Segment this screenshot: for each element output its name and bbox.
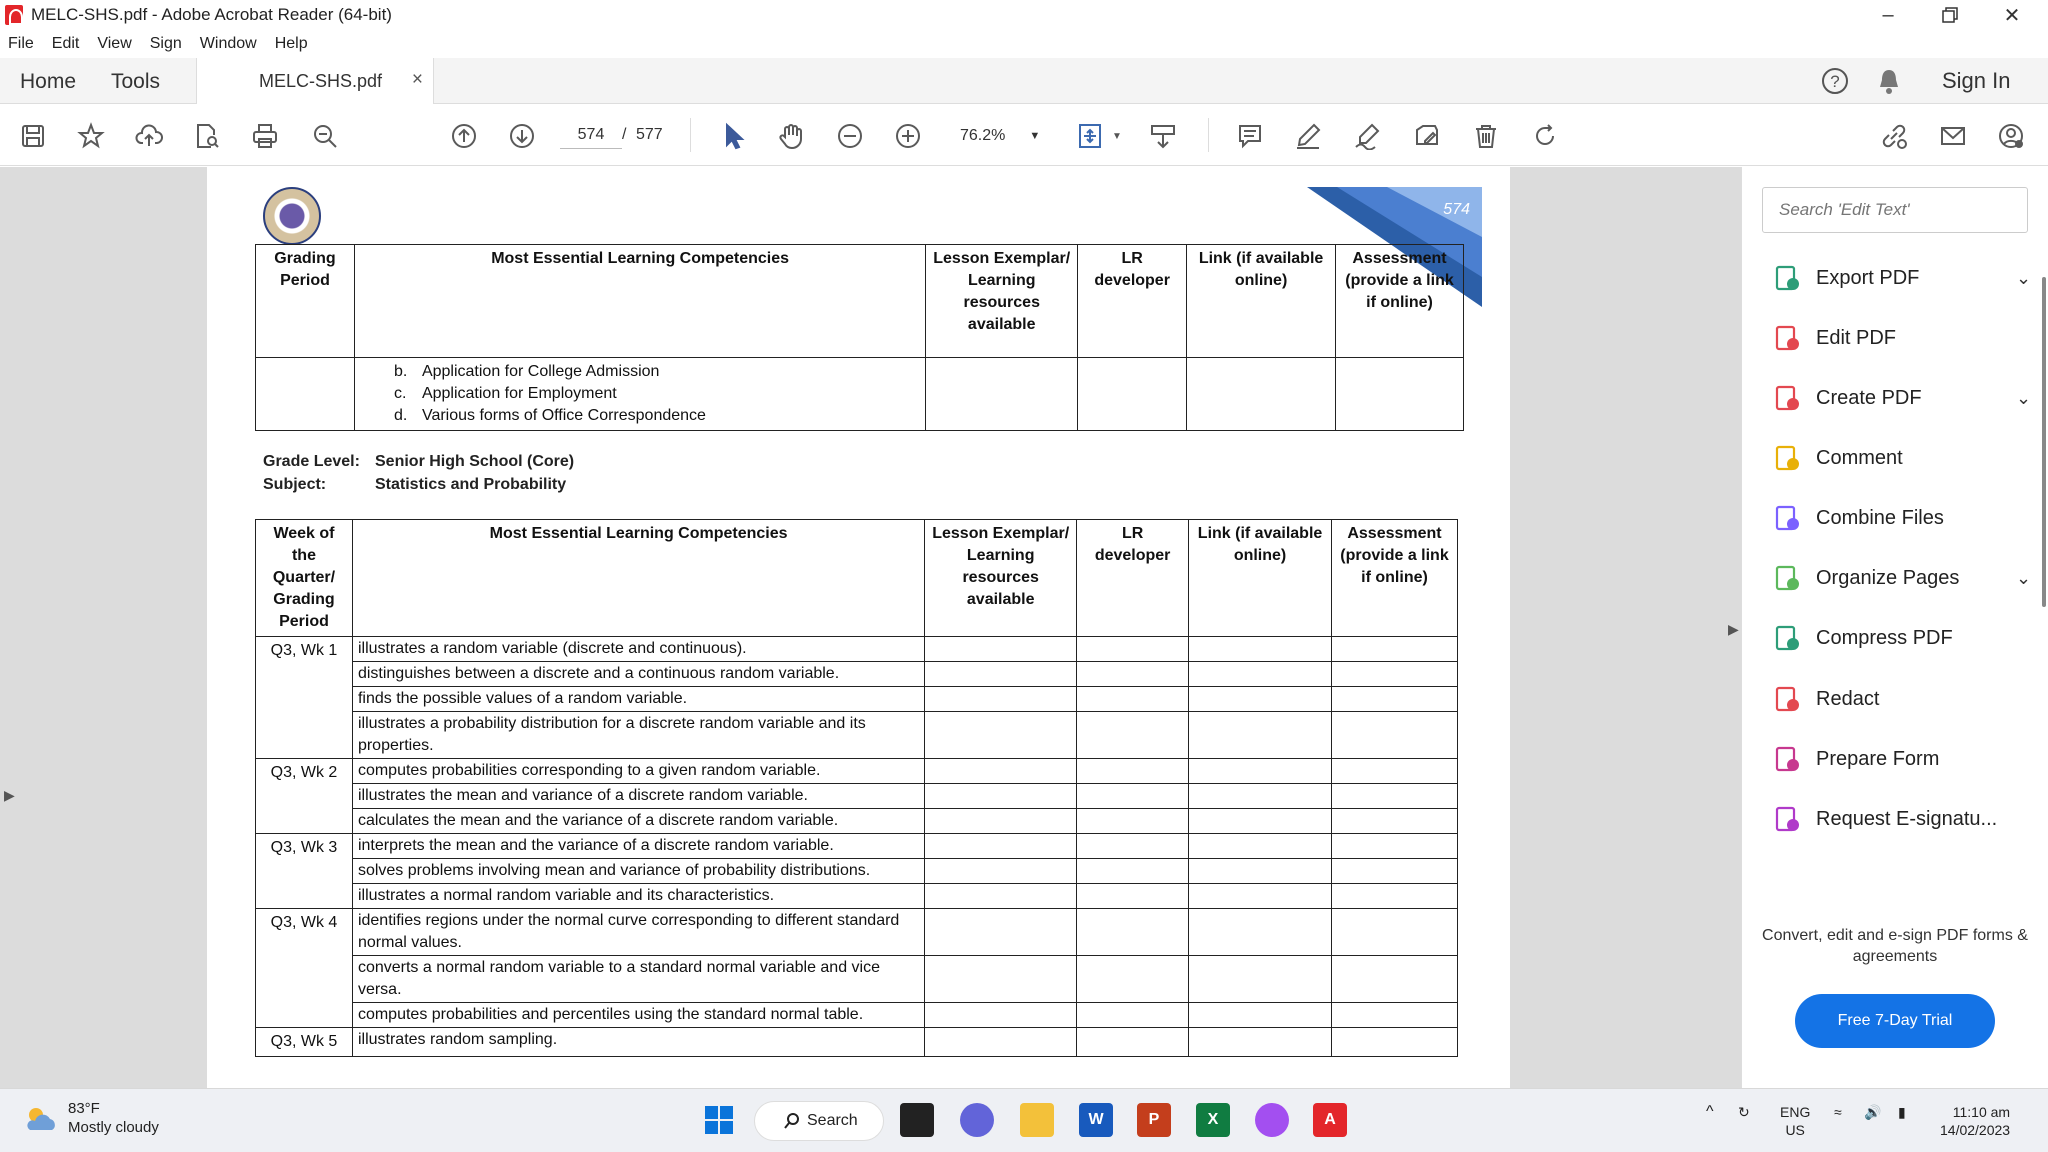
table-row xyxy=(256,909,1458,956)
tool-label: Export PDF xyxy=(1816,266,1920,289)
share-link-icon[interactable] xyxy=(1879,121,1909,151)
upload-cloud-icon[interactable] xyxy=(134,121,164,151)
week-cell: Q3, Wk 4 xyxy=(256,909,353,1028)
tool-export-pdf[interactable] xyxy=(1772,260,2032,296)
grade-subject-block xyxy=(263,450,574,496)
competency-cell: computes probabilities corresponding to a given random variable. xyxy=(352,759,924,784)
competency-cell: illustrates random sampling. xyxy=(352,1028,924,1057)
competency-cell: illustrates a normal random variable and its characteristics. xyxy=(352,884,924,909)
edit-text-icon[interactable] xyxy=(1412,121,1442,151)
organize-pages-icon xyxy=(1772,563,1802,593)
page-search-icon[interactable] xyxy=(192,121,222,151)
table-cell xyxy=(1189,884,1332,909)
search-icon xyxy=(783,1112,801,1130)
table-cell xyxy=(1331,637,1457,662)
table-cell xyxy=(1331,834,1457,859)
save-icon[interactable] xyxy=(18,121,48,151)
table-cell xyxy=(1077,956,1189,1003)
menu-bar xyxy=(0,30,2048,58)
table-cell xyxy=(256,358,355,431)
table-cell xyxy=(1077,759,1189,784)
table-cell xyxy=(1077,712,1189,759)
menu-view[interactable]: View xyxy=(97,35,132,52)
taskbar-search-label: Search xyxy=(807,1112,858,1129)
list-item: c. Application for Employment xyxy=(393,385,617,402)
volume-icon[interactable]: 🔊 xyxy=(1864,1104,1882,1120)
menu-edit[interactable]: Edit xyxy=(51,35,80,52)
table-row xyxy=(256,859,1458,884)
table-row xyxy=(256,1003,1458,1028)
prepare-form-icon xyxy=(1772,744,1802,774)
delete-trash-icon[interactable] xyxy=(1471,121,1501,151)
table-cell xyxy=(1189,712,1332,759)
table-row xyxy=(256,809,1458,834)
table-cell xyxy=(925,712,1077,759)
tray-overflow-chevron-icon[interactable]: ^ xyxy=(1706,1103,1714,1120)
restore-icon xyxy=(1942,7,1958,23)
table-cell xyxy=(1331,1028,1457,1057)
pdf-page xyxy=(207,167,1510,1088)
table-cell xyxy=(1189,637,1332,662)
compress-pdf-icon xyxy=(1772,623,1802,653)
table-row xyxy=(256,956,1458,1003)
table-cell xyxy=(1189,759,1332,784)
table-cell xyxy=(1077,662,1189,687)
tool-label: Organize Pages xyxy=(1816,566,1960,589)
week-cell: Q3, Wk 1 xyxy=(256,637,353,759)
competency-cell: illustrates a probability distribution for a discrete random variable and its properties. xyxy=(352,712,924,759)
competencies-table-top xyxy=(255,244,1464,431)
table-cell xyxy=(925,662,1077,687)
tab-tools[interactable]: Tools xyxy=(111,70,161,93)
tool-request-e-signatu[interactable] xyxy=(1772,801,1997,837)
tab-bar xyxy=(0,58,2048,104)
competency-cell: finds the possible values of a random variable. xyxy=(352,687,924,712)
table-row xyxy=(256,834,1458,859)
tab-document[interactable] xyxy=(196,58,434,104)
tool-label: Comment xyxy=(1816,446,1903,469)
table-header: Grading Period xyxy=(256,245,355,358)
weather-condition: Mostly cloudy xyxy=(68,1119,159,1136)
table-cell xyxy=(925,809,1077,834)
sync-icon[interactable]: ↻ xyxy=(1738,1104,1750,1120)
create-pdf-icon xyxy=(1772,383,1802,413)
export-pdf-icon xyxy=(1772,263,1802,293)
competency-cell: computes probabilities and percentiles using the standard normal table. xyxy=(352,1003,924,1028)
table-row xyxy=(256,712,1458,759)
request-e-signatu-icon xyxy=(1772,804,1802,834)
minimize-button[interactable]: – xyxy=(1882,3,1894,26)
rotate-icon[interactable] xyxy=(1530,121,1560,151)
temperature: 83°F xyxy=(68,1100,100,1117)
table-header: Week of the Quarter/ Grading Period xyxy=(256,520,353,637)
document-tab-name: MELC-SHS.pdf xyxy=(259,71,383,91)
acrobat-app-icon xyxy=(5,5,23,25)
hand-tool-icon[interactable] xyxy=(776,121,806,151)
table-cell xyxy=(925,759,1077,784)
tool-organize-pages[interactable] xyxy=(1772,560,2032,596)
taskbar-search[interactable] xyxy=(754,1101,884,1141)
zoom-out-icon[interactable] xyxy=(835,121,865,151)
table-cell xyxy=(925,909,1077,956)
tool-label: Compress PDF xyxy=(1816,626,1953,649)
week-cell: Q3, Wk 3 xyxy=(256,834,353,909)
table-cell xyxy=(925,637,1077,662)
table-header: Assessment (provide a link if online) xyxy=(1336,245,1464,358)
notifications-bell-icon[interactable] xyxy=(1876,58,1902,104)
competency-cell: identifies regions under the normal curve corresponding to different standard normal values. xyxy=(352,909,924,956)
redact-icon xyxy=(1772,684,1802,714)
table-cell xyxy=(1189,784,1332,809)
table-row xyxy=(256,759,1458,784)
document-viewport[interactable] xyxy=(0,167,1741,1088)
table-cell xyxy=(1331,956,1457,1003)
table-cell xyxy=(1336,358,1464,431)
menu-help[interactable]: Help xyxy=(274,35,308,52)
table-cell xyxy=(1189,662,1332,687)
competency-cell: illustrates a random variable (discrete and continuous). xyxy=(352,637,924,662)
word-icon[interactable]: W xyxy=(1079,1103,1113,1137)
select-cursor-icon[interactable] xyxy=(718,121,748,151)
table-row xyxy=(256,637,1458,662)
comment-icon[interactable] xyxy=(1235,121,1265,151)
table-cell xyxy=(1189,834,1332,859)
table-cell xyxy=(1331,1003,1457,1028)
table-header: Link (if available online) xyxy=(1187,245,1336,358)
grade-level-value: Senior High School (Core) xyxy=(375,453,575,470)
email-envelope-icon[interactable] xyxy=(1938,121,1968,151)
next-page-icon[interactable] xyxy=(507,121,537,151)
fit-options-chevron-icon[interactable]: ▼ xyxy=(1112,130,1122,142)
table-cell xyxy=(925,956,1077,1003)
deped-seal-logo xyxy=(263,187,321,245)
time: 11:10 am xyxy=(1952,1104,2011,1120)
table-row xyxy=(256,687,1458,712)
table-cell xyxy=(1077,834,1189,859)
week-cell: Q3, Wk 2 xyxy=(256,759,353,834)
competency-cell: illustrates the mean and variance of a discrete random variable. xyxy=(352,784,924,809)
tools-pane-scrollbar[interactable] xyxy=(2042,277,2046,607)
competency-cell: interprets the mean and the variance of a discrete random variable. xyxy=(352,834,924,859)
zoom-value: 76.2% xyxy=(960,127,1006,144)
tool-label: Create PDF xyxy=(1816,386,1922,409)
task-view-icon[interactable] xyxy=(900,1103,934,1137)
table-cell xyxy=(1077,809,1189,834)
title-bar xyxy=(0,0,2048,30)
competency-cell: calculates the mean and the variance of a discrete random variable. xyxy=(352,809,924,834)
competency-cell: converts a normal random variable to a standard normal variable and vice versa. xyxy=(352,956,924,1003)
menu-file[interactable]: File xyxy=(8,35,34,52)
table-row xyxy=(256,784,1458,809)
table-cell xyxy=(1189,909,1332,956)
table-cell xyxy=(926,358,1078,431)
tool-combine-files[interactable] xyxy=(1772,500,1944,536)
table-header: Lesson Exemplar/ Learning resources available xyxy=(925,520,1077,637)
table-header: LR developer xyxy=(1078,245,1187,358)
close-tab-icon[interactable]: × xyxy=(411,69,423,90)
tool-compress-pdf[interactable] xyxy=(1772,620,1953,656)
table-cell xyxy=(1331,809,1457,834)
scroll-mode-icon[interactable] xyxy=(1148,121,1178,151)
close-window-button[interactable]: ✕ xyxy=(2003,4,2021,27)
edit-pdf-icon xyxy=(1772,323,1802,353)
tool-label: Combine Files xyxy=(1816,506,1944,529)
table-cell xyxy=(1077,909,1189,956)
table-cell xyxy=(1331,712,1457,759)
table-cell xyxy=(1187,358,1336,431)
table-cell xyxy=(1077,859,1189,884)
restore-button[interactable] xyxy=(1920,0,1980,30)
table-cell xyxy=(1077,784,1189,809)
table-cell xyxy=(925,1003,1077,1028)
table-cell xyxy=(1331,759,1457,784)
date: 14/02/2023 xyxy=(1940,1122,2011,1138)
table-cell xyxy=(925,859,1077,884)
sign-pen-icon[interactable] xyxy=(1352,121,1382,151)
windows-taskbar xyxy=(0,1088,2048,1152)
powerpoint-icon[interactable]: P xyxy=(1137,1103,1171,1137)
subject-value: Statistics and Probability xyxy=(375,476,567,493)
weather-widget[interactable] xyxy=(22,1099,159,1137)
language-indicator[interactable]: ENG US xyxy=(1780,1104,1811,1138)
table-header: Link (if available online) xyxy=(1189,520,1332,637)
main-toolbar xyxy=(0,104,2048,166)
table-cell xyxy=(925,784,1077,809)
table-cell xyxy=(1077,687,1189,712)
list-item: b. Application for College Admission xyxy=(393,363,660,380)
chevron-down-icon[interactable]: ⌄ xyxy=(2016,387,2032,408)
promo-text: Convert, edit and e-sign PDF forms & agreements xyxy=(1762,927,2028,965)
table-cell xyxy=(1189,1003,1332,1028)
tool-redact[interactable] xyxy=(1772,681,1879,717)
tool-label: Prepare Form xyxy=(1816,747,1940,770)
tab-home[interactable]: Home xyxy=(20,70,77,93)
excel-icon[interactable]: X xyxy=(1196,1103,1230,1137)
chevron-down-icon[interactable]: ⌄ xyxy=(2016,567,2032,588)
chevron-down-icon: ▼ xyxy=(1029,130,1041,142)
acrobat-taskbar-icon[interactable]: A xyxy=(1313,1103,1347,1137)
chevron-down-icon[interactable]: ⌄ xyxy=(2016,267,2032,288)
page-separator: / xyxy=(622,126,627,143)
free-trial-button[interactable]: Free 7-Day Trial xyxy=(1795,994,1995,1048)
table-row xyxy=(256,662,1458,687)
list-item: d. Various forms of Office Correspondence xyxy=(393,407,706,424)
competency-cell: distinguishes between a discrete and a continuous random variable. xyxy=(352,662,924,687)
clock[interactable] xyxy=(1940,1103,2010,1139)
expand-left-panel-icon[interactable]: ▶ xyxy=(4,787,15,803)
table-row xyxy=(256,884,1458,909)
table-cell xyxy=(1189,859,1332,884)
previous-page-icon[interactable] xyxy=(449,121,479,151)
sign-in-button[interactable]: Sign In xyxy=(1942,68,2011,93)
tool-label: Request E-signatu... xyxy=(1816,807,1998,830)
table-cell xyxy=(1077,1028,1189,1057)
table-cell xyxy=(925,1028,1077,1057)
competency-cell: solves problems involving mean and variance of probability distributions. xyxy=(352,859,924,884)
table-cell xyxy=(1077,884,1189,909)
table-cell xyxy=(354,358,925,431)
toolbar-divider xyxy=(690,118,691,152)
table-row xyxy=(256,1028,1458,1057)
tool-prepare-form[interactable] xyxy=(1772,741,1939,777)
table-cell xyxy=(1078,358,1187,431)
zoom-level-select[interactable] xyxy=(960,121,1040,151)
table-cell xyxy=(1331,687,1457,712)
wifi-icon[interactable]: ≈ xyxy=(1834,1104,1842,1120)
table-cell xyxy=(1077,1003,1189,1028)
highlight-pen-icon[interactable] xyxy=(1293,121,1323,151)
menu-window[interactable]: Window xyxy=(199,35,257,52)
teams-chat-icon[interactable] xyxy=(960,1103,994,1137)
table-header: Most Essential Learning Competencies xyxy=(352,520,924,637)
tool-label: Edit PDF xyxy=(1816,326,1897,349)
file-explorer-icon[interactable] xyxy=(1020,1103,1054,1137)
windows-start-icon[interactable] xyxy=(702,1103,736,1137)
collapse-right-panel-icon[interactable]: ▶ xyxy=(1728,621,1739,637)
table-cell xyxy=(1189,956,1332,1003)
edit-text-search-input[interactable] xyxy=(1762,187,2028,233)
table-cell xyxy=(1331,662,1457,687)
bookmark-star-icon[interactable] xyxy=(76,121,106,151)
toolbar-divider xyxy=(1208,118,1209,152)
tool-edit-pdf[interactable] xyxy=(1772,320,1896,356)
table-cell xyxy=(1331,784,1457,809)
table-header: Assessment (provide a link if online) xyxy=(1331,520,1457,637)
comment-icon xyxy=(1772,443,1802,473)
battery-icon[interactable]: ▮ xyxy=(1898,1104,1906,1120)
grade-level-label: Grade Level: xyxy=(263,453,360,470)
table-header: LR developer xyxy=(1077,520,1189,637)
page-number-label: 574 xyxy=(1443,201,1470,218)
table-header: Lesson Exemplar/ Learning resources available xyxy=(926,245,1078,358)
statistics-competencies-table xyxy=(255,519,1458,1057)
table-cell xyxy=(925,687,1077,712)
print-icon[interactable] xyxy=(250,121,280,151)
tools-pane xyxy=(1728,167,2048,1088)
table-cell xyxy=(1189,687,1332,712)
cloudy-weather-icon xyxy=(22,1104,58,1132)
page-number-input[interactable]: 574 xyxy=(560,121,622,149)
table-cell xyxy=(1331,884,1457,909)
table-cell xyxy=(1331,859,1457,884)
subject-label: Subject: xyxy=(263,476,327,493)
week-cell: Q3, Wk 5 xyxy=(256,1028,353,1057)
table-cell xyxy=(1077,637,1189,662)
tool-comment[interactable] xyxy=(1772,440,1903,476)
table-cell xyxy=(925,834,1077,859)
table-cell xyxy=(1189,809,1332,834)
zoom-search-icon[interactable] xyxy=(310,121,340,151)
combine-files-icon xyxy=(1772,503,1802,533)
total-pages: 577 xyxy=(636,126,663,143)
table-header: Most Essential Learning Competencies xyxy=(354,245,925,358)
tool-create-pdf[interactable] xyxy=(1772,380,2032,416)
table-cell xyxy=(1331,909,1457,956)
table-cell xyxy=(1189,1028,1332,1057)
tool-label: Redact xyxy=(1816,687,1880,710)
account-icon[interactable] xyxy=(1996,121,2026,151)
window-title: MELC-SHS.pdf - Adobe Acrobat Reader (64-bit) xyxy=(31,5,392,24)
svg-text:?: ? xyxy=(1830,72,1840,91)
menu-sign[interactable]: Sign xyxy=(149,35,182,52)
zoom-in-icon[interactable] xyxy=(893,121,923,151)
table-cell xyxy=(925,884,1077,909)
help-icon[interactable] xyxy=(1820,58,1850,104)
messenger-icon[interactable] xyxy=(1255,1103,1289,1137)
